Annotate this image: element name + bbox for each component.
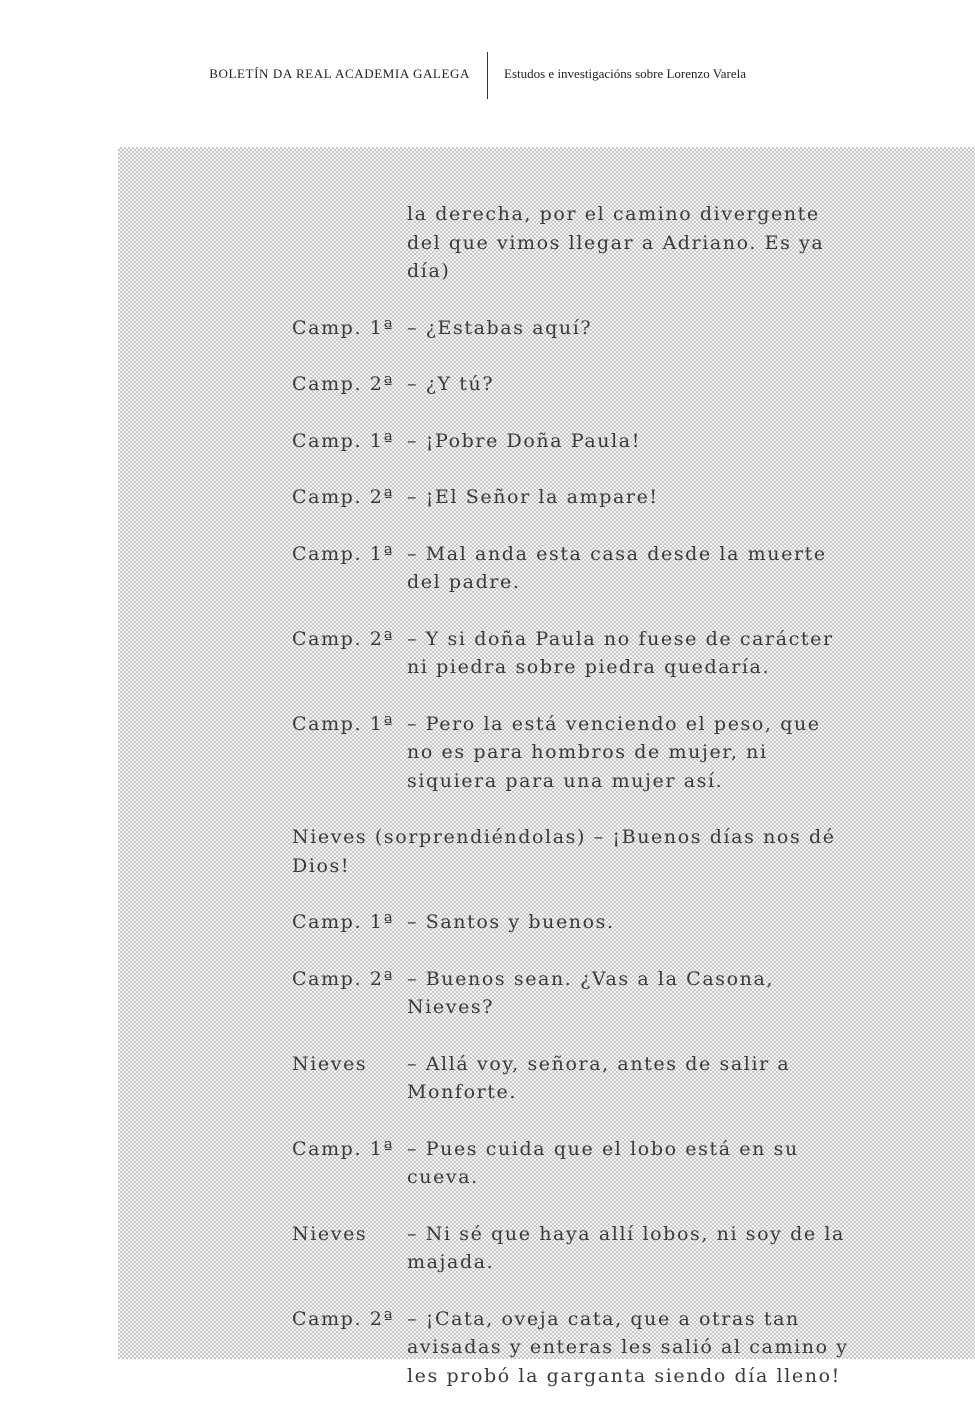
- dialogue-entry: [292, 540, 852, 597]
- speaker-name: Camp. 1ª: [292, 911, 395, 933]
- speaker-name: Camp. 1ª: [292, 712, 395, 735]
- dialogue-entry: [292, 625, 852, 682]
- play-text: [292, 200, 852, 1418]
- speech-line: – Mal anda esta casa desde la muerte del padre.: [407, 542, 827, 593]
- dialogue-entry: [292, 483, 852, 512]
- dialogue-entry: [292, 965, 852, 1022]
- speaker-name: Nieves (sorprendiéndolas): [292, 826, 587, 848]
- speech-line: – Buenos sean. ¿Vas a la Casona, Nieves?: [407, 967, 775, 1018]
- speaker-name: Camp. 1ª: [292, 316, 395, 339]
- stage-direction: la derecha, por el camino divergente del que vimos llegar a Adriano. Es ya día): [407, 203, 825, 282]
- speaker-name: Nieves: [292, 1052, 368, 1075]
- section-title: Estudos e investigacións sobre Lorenzo Varela: [504, 66, 746, 81]
- dialogue-entry: [292, 314, 852, 343]
- speaker-name: Camp. 2ª: [292, 373, 395, 395]
- speaker-name: Camp. 1ª: [292, 1137, 395, 1160]
- speaker-name: Camp. 2ª: [292, 967, 395, 990]
- dialogue-entry: [292, 1050, 852, 1107]
- journal-title: BOLETÍN DA REAL ACADEMIA GALEGA: [209, 66, 470, 81]
- speech-line: – Y si doña Paula no fuese de carácter ni piedra sobre piedra quedaría.: [407, 627, 834, 678]
- speech-line: – ¡Cata, oveja cata, que a otras tan avisadas y enteras les salió al camino y les probó la garganta siendo día lleno!: [407, 1307, 849, 1387]
- dialogue-entry: [292, 1135, 852, 1192]
- speaker-name: Camp. 1ª: [292, 429, 395, 452]
- speaker-name: Nieves: [292, 1222, 368, 1245]
- dialogue-entry: [292, 370, 852, 399]
- dialogue-entry-inline: [292, 823, 852, 880]
- speech-line: – Pero la está venciendo el peso, que no es para hombros de mujer, ni siquiera para una mujer así.: [407, 712, 821, 792]
- speaker-name: Camp. 1ª: [292, 542, 395, 565]
- speech-line: – ¡Buenos días nos dé Dios!: [292, 826, 836, 877]
- speaker-name: Camp. 2ª: [292, 1307, 395, 1330]
- speech-line: – Allá voy, señora, antes de salir a Monforte.: [407, 1052, 791, 1103]
- speech-line: – Santos y buenos.: [407, 911, 615, 933]
- dialogue-entry: [292, 1305, 852, 1391]
- dialogue-entry: [292, 1220, 852, 1277]
- dialogue-entry: [292, 427, 852, 456]
- speaker-name: Camp. 2ª: [292, 486, 395, 508]
- speaker-name: Camp. 2ª: [292, 627, 395, 650]
- speech-line: – Pues cuida que el lobo está en su cueva.: [407, 1137, 799, 1188]
- speech-line: – ¡El Señor la ampare!: [407, 486, 659, 508]
- dialogue-entry: [292, 908, 852, 937]
- speech-line: – ¿Estabas aquí?: [407, 316, 593, 339]
- speech-line: – Ni sé que haya allí lobos, ni soy de la majada.: [407, 1222, 845, 1273]
- speech-line: – ¿Y tú?: [407, 373, 495, 395]
- header-divider: [487, 52, 488, 99]
- speech-line: – ¡Pobre Doña Paula!: [407, 429, 641, 452]
- dialogue-entry: [292, 710, 852, 796]
- page-header: [0, 52, 975, 100]
